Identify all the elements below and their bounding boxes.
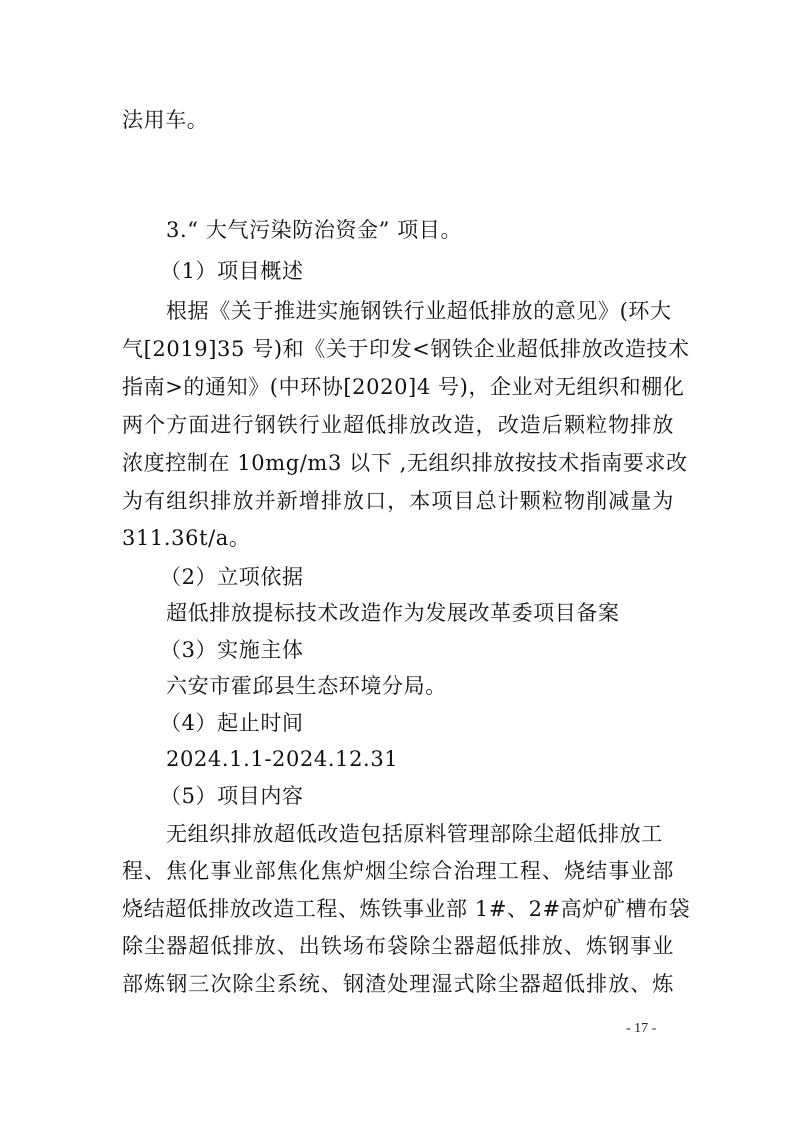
- paragraph-line: 气[2019]35 号)和《关于印发<钢铁企业超低排放改造技术: [122, 337, 690, 361]
- paragraph-line: 311.36t/a。: [122, 526, 251, 550]
- subsection-heading: （3）实施主体: [160, 638, 304, 662]
- text-line: 2024.1.1-2024.12.31: [166, 747, 399, 771]
- subsection-heading: （2）立项依据: [160, 565, 304, 589]
- subsection-heading: （5）项目内容: [160, 784, 304, 808]
- subsection-heading: （4）起止时间: [160, 711, 304, 735]
- paragraph-line: 无组织排放超低改造包括原料管理部除尘超低排放工: [166, 822, 663, 846]
- subsection-heading: （1）项目概述: [160, 259, 304, 283]
- text-line: 法用车。: [122, 108, 209, 132]
- paragraph-line: 指南>的通知》(中环协[2020]4 号)，企业对无组织和棚化: [122, 375, 685, 399]
- text-line: 超低排放提标技术改造作为发展改革委项目备案: [166, 601, 620, 625]
- paragraph-line: 两个方面进行钢铁行业超低排放改造，改造后颗粒物排放: [122, 413, 674, 437]
- paragraph-line: 浓度控制在 10mg/m3 以下 ,无组织排放按技术指南要求改: [122, 451, 688, 475]
- page-number: - 17 -: [626, 1021, 657, 1036]
- paragraph-line: 除尘器超低排放、出铁场布袋除尘器超低排放、炼钢事业: [122, 934, 674, 958]
- paragraph-line: 部炼钢三次除尘系统、钢渣处理湿式除尘器超低排放、炼: [122, 972, 674, 996]
- paragraph-line: 根据《关于推进实施钢铁行业超低排放的意见》(环大: [166, 299, 672, 323]
- section-heading: 3.“ 大气污染防治资金” 项目。: [166, 218, 463, 242]
- paragraph-line: 为有组织排放并新增排放口，本项目总计颗粒物削减量为: [122, 489, 674, 513]
- paragraph-line: 程、焦化事业部焦化焦炉烟尘综合治理工程、烧结事业部: [122, 859, 674, 883]
- text-line: 六安市霍邱县生态环境分局。: [166, 674, 447, 698]
- paragraph-line: 烧结超低排放改造工程、炼铁事业部 1#、2#高炉矿槽布袋: [122, 897, 691, 921]
